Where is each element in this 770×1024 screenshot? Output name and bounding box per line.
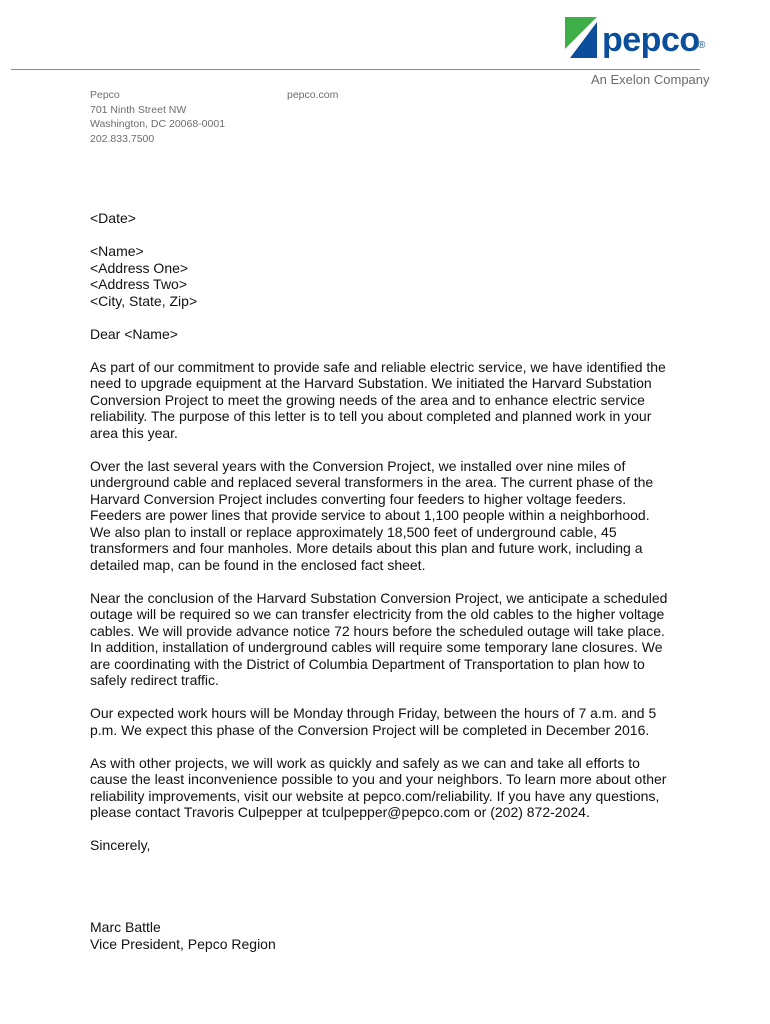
body-paragraph: As with other projects, we will work as quickly and safely as we can and take all efforts to cause the least inconvenience possible to you and your neighbors. To learn more about other reliability improvements, visit our website at pepco.com/reliability. If you have any questions, please contact Travoris Culpepper at tculpepper@pepco.com or (202) 872-2024.: [90, 754, 667, 820]
header-divider: [11, 69, 700, 70]
closing: Sincerely,: [90, 837, 151, 853]
logo-wordmark: pepco: [602, 21, 700, 59]
body-paragraph: Our expected work hours will be Monday through Friday, between the hours of 7 a.m. and 5 p.m. We expect this phase of the Conversion Project will be completed in December 2016.: [90, 705, 657, 738]
recipient-line: <Name>: [90, 243, 144, 259]
recipient-address: [90, 243, 670, 309]
letter-body: [90, 210, 670, 952]
sender-street: 701 Ninth Street NW: [90, 103, 187, 116]
sender-company: Pepco: [90, 89, 120, 101]
sender-address-block: [90, 88, 225, 146]
sender-phone: 202.833.7500: [90, 132, 155, 145]
recipient-line: <Address One>: [90, 259, 189, 276]
signer-name: Marc Battle: [90, 919, 161, 935]
sender-city: Washington, DC 20068-0001: [90, 118, 226, 130]
letter-date: <Date>: [90, 210, 136, 226]
sender-website: pepco.com: [287, 89, 339, 101]
body-paragraph: As part of our commitment to provide safe and reliable electric service, we have identified the need to upgrade equipment at the Harvard Substation. We initiated the Harvard Substation Conversion Project to meet the growing needs of the area and to enhance electric service reliability. The purpose of this letter is to tell you about completed and planned work in your area this year.: [90, 358, 666, 441]
recipient-line: <Address Two>: [90, 276, 188, 292]
body-paragraph: Over the last several years with the Conversion Project, we installed over nine miles of underground cable and replaced several transformers in the area. The current phase of the Harvard Conversion Project includes converting four feeders to higher voltage feeders. Feeders are power lines that provide service to about 1,100 people within a neighborhood. We also plan to install or replace approximately 18,500 feet of underground cable, 45 transformers and four manholes. More details about this plan and future work, including a detailed map, can be found in the enclosed fact sheet.: [90, 457, 654, 573]
signer-title: Vice President, Pepco Region: [90, 935, 276, 952]
salutation: Dear <Name>: [90, 325, 178, 342]
recipient-line: <City, State, Zip>: [90, 292, 198, 309]
body-paragraph: Near the conclusion of the Harvard Substation Conversion Project, we anticipate a scheduled outage will be required so we can transfer electricity from the old cables to the higher voltage cables. We will provide advance notice 72 hours before the scheduled outage will take place. In addition, installation of underground cables will require some temporary lane closures. We are coordinating with the District of Columbia Department of Transportation to plan how to safely redirect traffic.: [90, 589, 668, 688]
logo-tagline: An Exelon Company: [591, 72, 710, 87]
registered-mark: ®: [698, 40, 706, 51]
signature-space: [90, 870, 670, 919]
